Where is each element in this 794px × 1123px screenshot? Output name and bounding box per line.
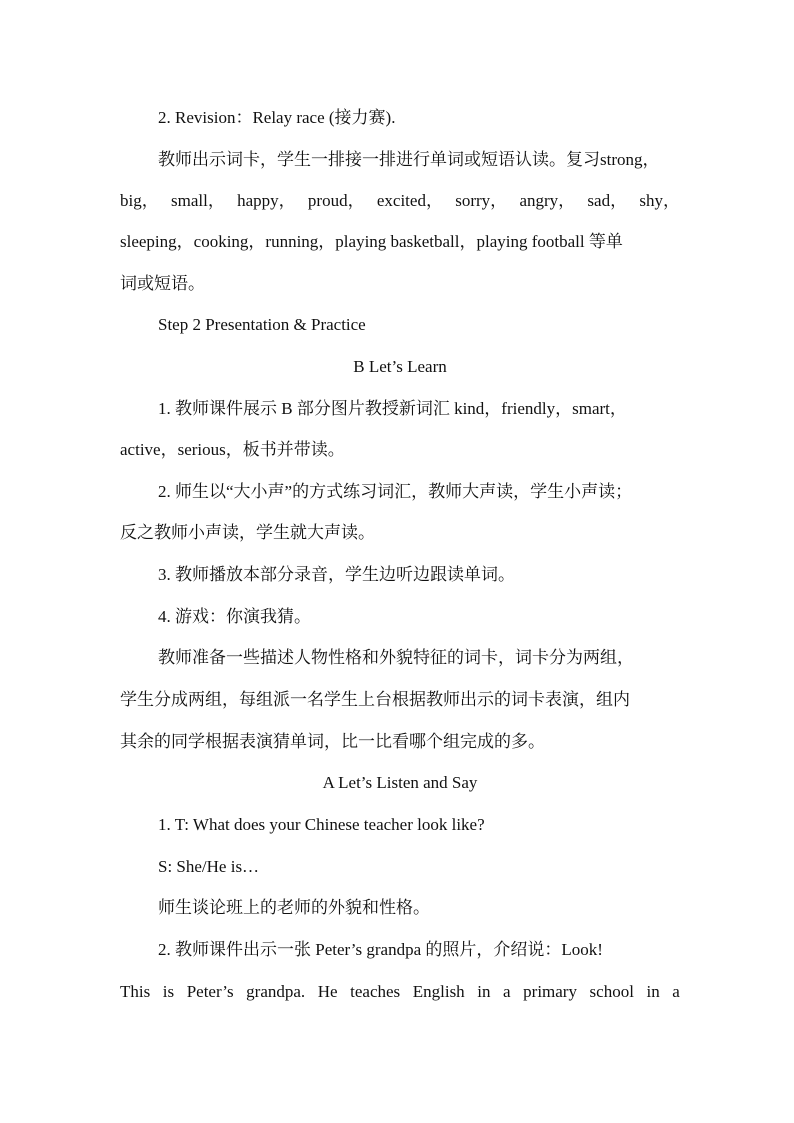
word-happy: happy， xyxy=(237,191,296,210)
section-b-item1-line1: 1. 教师课件展示 B 部分图片教授新词汇 kind，friendly，smart， xyxy=(158,399,627,418)
section-b-title: B Let’s Learn xyxy=(353,357,447,376)
word: primary xyxy=(523,982,577,1001)
word: is xyxy=(162,982,175,1001)
word: in xyxy=(646,982,660,1001)
section-a-title: A Let’s Listen and Say xyxy=(322,773,478,792)
section-b-item4-line1: 教师准备一些描述人物性格和外貌特征的词卡，词卡分为两组， xyxy=(158,648,634,667)
revision-line-3: sleeping，cooking，running，playing basketball，playing football 等单 xyxy=(120,232,623,251)
word: He xyxy=(317,982,338,1001)
word: Peter’s xyxy=(186,982,234,1001)
word: grandpa. xyxy=(246,982,306,1001)
word-proud: proud， xyxy=(307,191,365,210)
revision-line-1: 教师出示词卡，学生一排接一排进行单词或短语认读。复习strong， xyxy=(158,150,660,169)
word: school xyxy=(589,982,634,1001)
revision-line-4: 词或短语。 xyxy=(120,274,205,293)
word-angry: angry， xyxy=(519,191,576,210)
word: English xyxy=(412,982,465,1001)
word: a xyxy=(672,982,680,1001)
word-shy: shy， xyxy=(639,191,680,210)
section-b-item2-line2: 反之教师小声读，学生就大声读。 xyxy=(120,523,375,542)
word-sorry: sorry， xyxy=(455,191,508,210)
section-b-item2-line1: 2. 师生以“大小声”的方式练习词汇，教师大声读，学生小声读； xyxy=(158,482,633,501)
word-big: big， xyxy=(120,191,159,210)
section-b-item4-line3: 其余的同学根据表演猜单词，比一比看哪个组完成的多。 xyxy=(120,732,545,751)
section-b-item4-heading: 4. 游戏：你演我猜。 xyxy=(158,607,311,626)
word: a xyxy=(503,982,511,1001)
step2-heading: Step 2 Presentation & Practice xyxy=(158,315,366,334)
section-a-item2-line1: 2. 教师课件出示一张 Peter’s grandpa 的照片，介绍说：Look! xyxy=(158,940,603,959)
word: teaches xyxy=(350,982,401,1001)
section-b-item4-line2: 学生分成两组，每组派一名学生上台根据教师出示的词卡表演，组内 xyxy=(120,690,630,709)
word: in xyxy=(477,982,491,1001)
section-a-item1-question: 1. T: What does your Chinese teacher look like? xyxy=(158,815,485,834)
revision-heading: 2. Revision：Relay race (接力赛). xyxy=(158,108,396,127)
section-a-item1-answer: S: She/He is… xyxy=(158,857,260,876)
revision-word-list xyxy=(120,190,680,212)
word-excited: excited， xyxy=(376,191,443,210)
section-b-item3: 3. 教师播放本部分录音，学生边听边跟读单词。 xyxy=(158,565,515,584)
section-a-item2-line2 xyxy=(120,981,680,1003)
word-small: small， xyxy=(171,191,225,210)
section-b-item1-line2: active，serious，板书并带读。 xyxy=(120,440,345,459)
word: This xyxy=(120,982,151,1001)
word-sad: sad， xyxy=(587,191,628,210)
section-a-item1-note: 师生谈论班上的老师的外貌和性格。 xyxy=(158,898,430,917)
